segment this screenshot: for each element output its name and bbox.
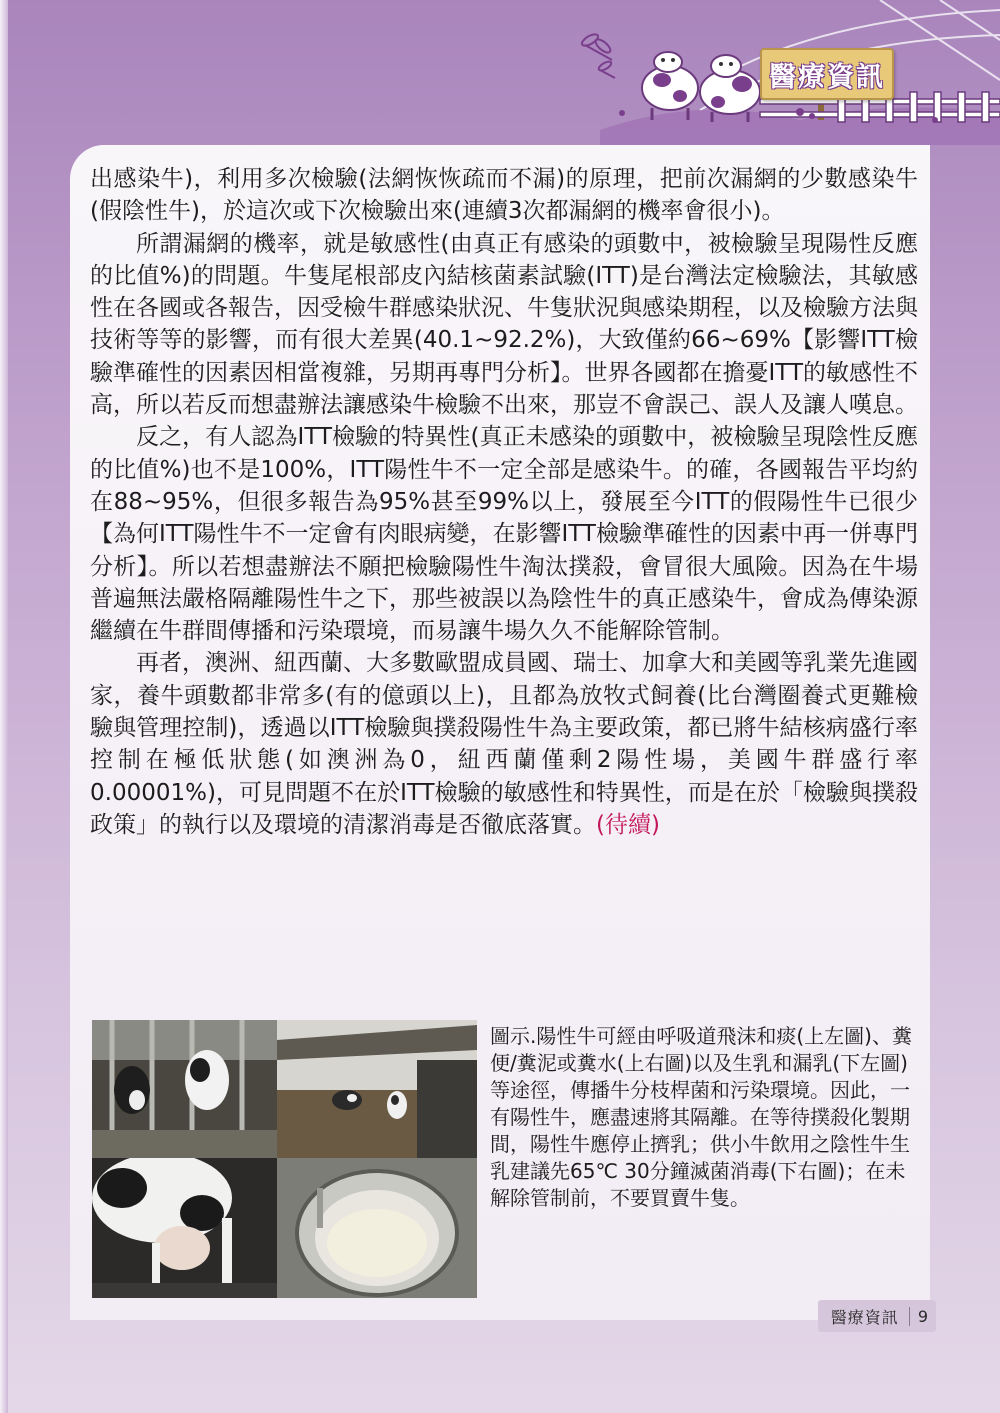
dragonfly-icon — [580, 32, 615, 78]
article-paragraph: 所謂漏網的機率，就是敏感性(由真正有感染的頭數中，被檢驗呈現陽性反應的比值%)的問題。牛隻尾根部皮內結核菌素試驗(ITT)是台灣法定檢驗法，其敏感性在各國或各報告，因受檢牛群感染狀況、牛隻狀況與感染期程，以及檢驗方法與技術等等的影響，而有很大差異(40.1~92.2%)，大致僅約66~69%【影響ITT檢驗準確性的因素因相當複雜，另期再專門分析】。世界各國都在擔憂ITT的敏感性不高，所以若反而想盡辦法讓感染牛檢驗不出來，那豈不會誤己、誤人及讓人嘆息。 — [90, 230, 918, 419]
photo-cow-udder-milk — [92, 1158, 277, 1298]
photo-cow-feeding-stall — [92, 1020, 277, 1158]
article-paragraph-last — [90, 647, 918, 841]
footer-tag — [818, 1300, 936, 1332]
section-title: 醫療資訊 — [769, 61, 885, 93]
page-edge — [0, 0, 8, 1413]
figure-photo-grid — [92, 1020, 477, 1298]
figure-caption: 圖示.陽性牛可經由呼吸道飛沫和痰(上左圖)、糞便/糞泥或糞水(上右圖)以及生乳和漏乳(下左圖)等途徑，傳播牛分枝桿菌和污染環境。因此，一有陽性牛，應盡速將其隔離。在等待撲殺化製期間，陽性牛應停止擠乳；供小牛飲用之陰性牛生乳建議先65℃ 30分鐘滅菌消毒(下右圖)；在未解除管制前，不要買賣牛隻。 — [490, 1024, 912, 1210]
section-title-sign — [760, 48, 894, 100]
photo-cows-manure-yard — [277, 1020, 477, 1158]
article-paragraph: 反之，有人認為ITT檢驗的特異性(真正未感染的頭數中，被檢驗呈現陰性反應的比值%)也不是100%，ITT陽性牛不一定全部是感染牛。的確，各國報告平均約在88~95%，但很多報告為95%甚至99%以上，發展至今ITT的假陽性牛已很少【為何ITT陽性牛不一定會有肉眼病變，在影響ITT檢驗準確性的因素中再一併專門分析】。所以若想盡辦法不願把檢驗陽性牛淘汰撲殺，會冒很大風險。因為在牛場普遍無法嚴格隔離陽性牛之下，那些被誤以為陰性牛的真正感染牛，會成為傳染源繼續在牛群間傳播和污染環境，而易讓牛場久久不能解除管制。 — [90, 424, 918, 645]
article-body — [90, 163, 918, 841]
page-number: 9 — [909, 1307, 928, 1326]
photo-milk-pasteurizer-tank — [277, 1158, 477, 1298]
article-paragraph-text: 再者，澳洲、紐西蘭、大多數歐盟成員國、瑞士、加拿大和美國等乳業先進國家，養牛頭數都非常多(有的億頭以上)，且都為放牧式飼養(比台灣圈養式更難檢驗與管理控制)，透過以ITT檢驗與撲殺陽性牛為主要政策，都已將牛結核病盛行率控制在極低狀態(如澳洲為0，紐西蘭僅剩2陽性場，美國牛群盛行率0.00001%)，可見問題不在於ITT檢驗的敏感性和特異性，而是在於「檢驗與撲殺政策」的執行以及環境的清潔消毒是否徹底落實。 — [90, 650, 918, 838]
to-be-continued: (待續) — [596, 811, 660, 838]
article-paragraph: 出感染牛)，利用多次檢驗(法網恢恢疏而不漏)的原理，把前次漏網的少數感染牛(假陰性牛)，於這次或下次檢驗出來(連續3次都漏網的機率會很小)。 — [90, 166, 918, 225]
footer-section-label: 醫療資訊 — [830, 1307, 899, 1327]
